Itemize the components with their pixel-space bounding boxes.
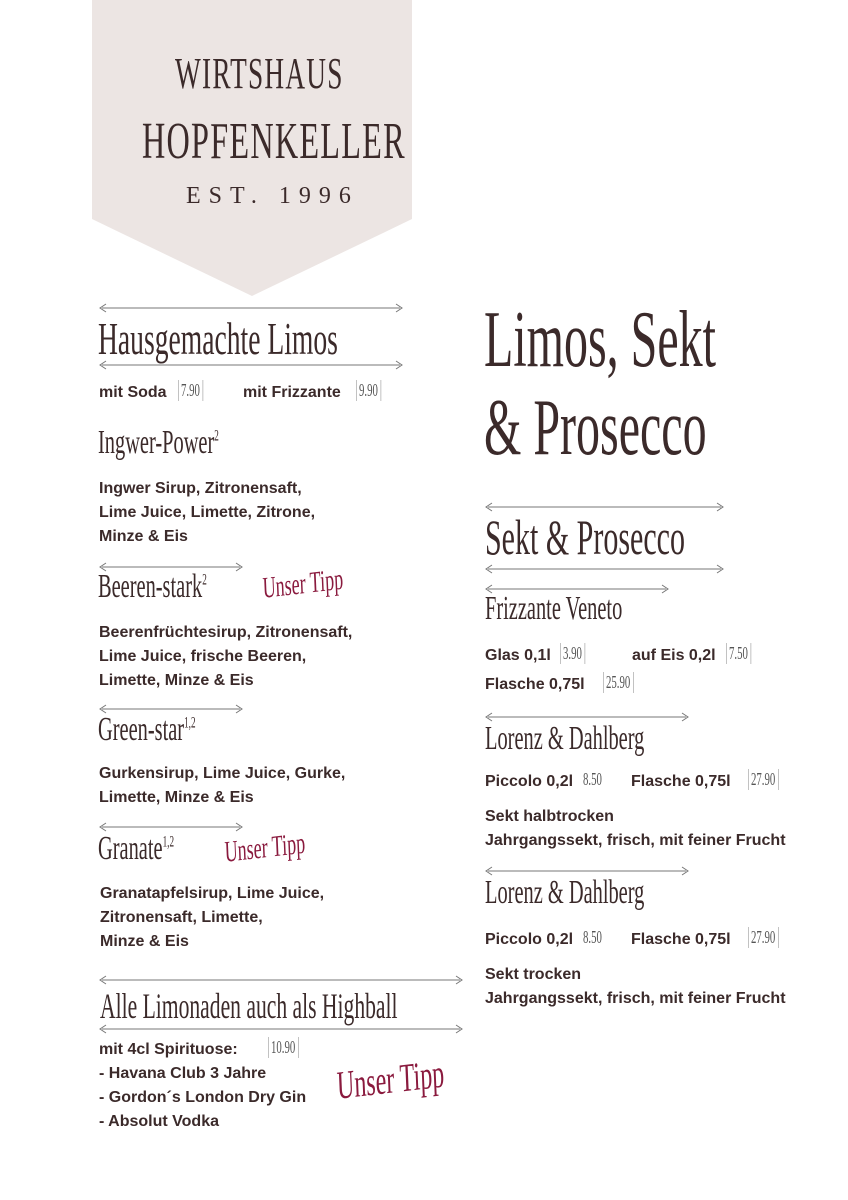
section-heading-highball: Alle Limonaden auch als Highball xyxy=(100,986,398,1026)
item-name: Lorenz & Dahlberg xyxy=(485,874,645,911)
eis-price: 7.50 xyxy=(726,643,751,664)
brand-line2: HOPFENKELLER xyxy=(142,113,406,170)
item-description: Sekt halbtrocken Jahrgangssekt, frisch, mit feiner Frucht xyxy=(485,808,786,849)
page-title: Limos, Sekt & Prosecco xyxy=(484,296,717,472)
brand-established: EST. 1996 xyxy=(186,183,359,209)
item-description: Granatapfelsirup, Lime Juice, Zitronensaft, Limette, Minze & Eis xyxy=(100,885,325,950)
frizzante-price: 9.90 xyxy=(356,380,381,401)
brand-line1: WIRTSHAUS xyxy=(175,49,344,98)
spirit-list: - Havana Club 3 Jahre - Gordon´s London Dry Gin - Absolut Vodka xyxy=(99,1065,307,1130)
glas-label: Glas 0,1l xyxy=(485,647,551,664)
item-description: Beerenfrüchtesirup, Zitronensaft, Lime Juice, frische Beeren, Limette, Minze & Eis xyxy=(99,624,353,689)
highball-price: 10.90 xyxy=(268,1037,298,1058)
piccolo-label: Piccolo 0,2l xyxy=(485,773,574,790)
flasche-price: 25.90 xyxy=(603,672,633,693)
divider-arrow xyxy=(96,975,466,985)
piccolo-price: 8.50 xyxy=(583,927,602,947)
flasche-price: 27.90 xyxy=(748,927,778,948)
section-heading-limos: Hausgemachte Limos xyxy=(98,313,338,364)
section-heading-sekt: Sekt & Prosecco xyxy=(485,509,685,565)
divider-arrow xyxy=(96,1024,466,1034)
divider-arrow xyxy=(482,564,727,574)
flasche-label: Flasche 0,75l xyxy=(631,931,731,948)
item-name: Green-star$^{1,2}$ xyxy=(98,711,196,748)
glas-price: 3.90 xyxy=(560,643,585,664)
highball-label: mit 4cl Spirituose: xyxy=(99,1041,238,1058)
flasche-label: Flasche 0,75l xyxy=(485,676,585,693)
item-description: Ingwer Sirup, Zitronensaft, Lime Juice, Limette, Zitrone, Minze & Eis xyxy=(99,480,316,545)
divider-arrow xyxy=(96,360,406,370)
soda-price: 7.90 xyxy=(178,380,203,401)
item-name: Beeren-stark$^2$ xyxy=(98,568,207,605)
flasche-price: 27.90 xyxy=(748,769,778,790)
item-name: Granate$^{1,2}$ xyxy=(98,830,175,867)
tipp-badge: Unser Tipp xyxy=(336,1050,446,1108)
item-description: Sekt trocken Jahrgangssekt, frisch, mit feiner Frucht xyxy=(485,966,786,1007)
piccolo-price: 8.50 xyxy=(583,769,602,789)
item-name: Frizzante Veneto xyxy=(485,590,623,627)
item-description: Gurkensirup, Lime Juice, Gurke, Limette, Minze & Eis xyxy=(99,765,346,806)
frizzante-label: mit Frizzante xyxy=(243,384,341,401)
item-name: Lorenz & Dahlberg xyxy=(485,720,645,757)
flasche-label: Flasche 0,75l xyxy=(631,773,731,790)
piccolo-label: Piccolo 0,2l xyxy=(485,931,574,948)
eis-label: auf Eis 0,2l xyxy=(632,647,716,664)
tipp-badge: Unser Tipp xyxy=(224,826,306,869)
soda-label: mit Soda xyxy=(99,384,167,401)
tipp-badge: Unser Tipp xyxy=(262,562,344,605)
item-name: Ingwer-Power$^2$ xyxy=(98,424,219,461)
